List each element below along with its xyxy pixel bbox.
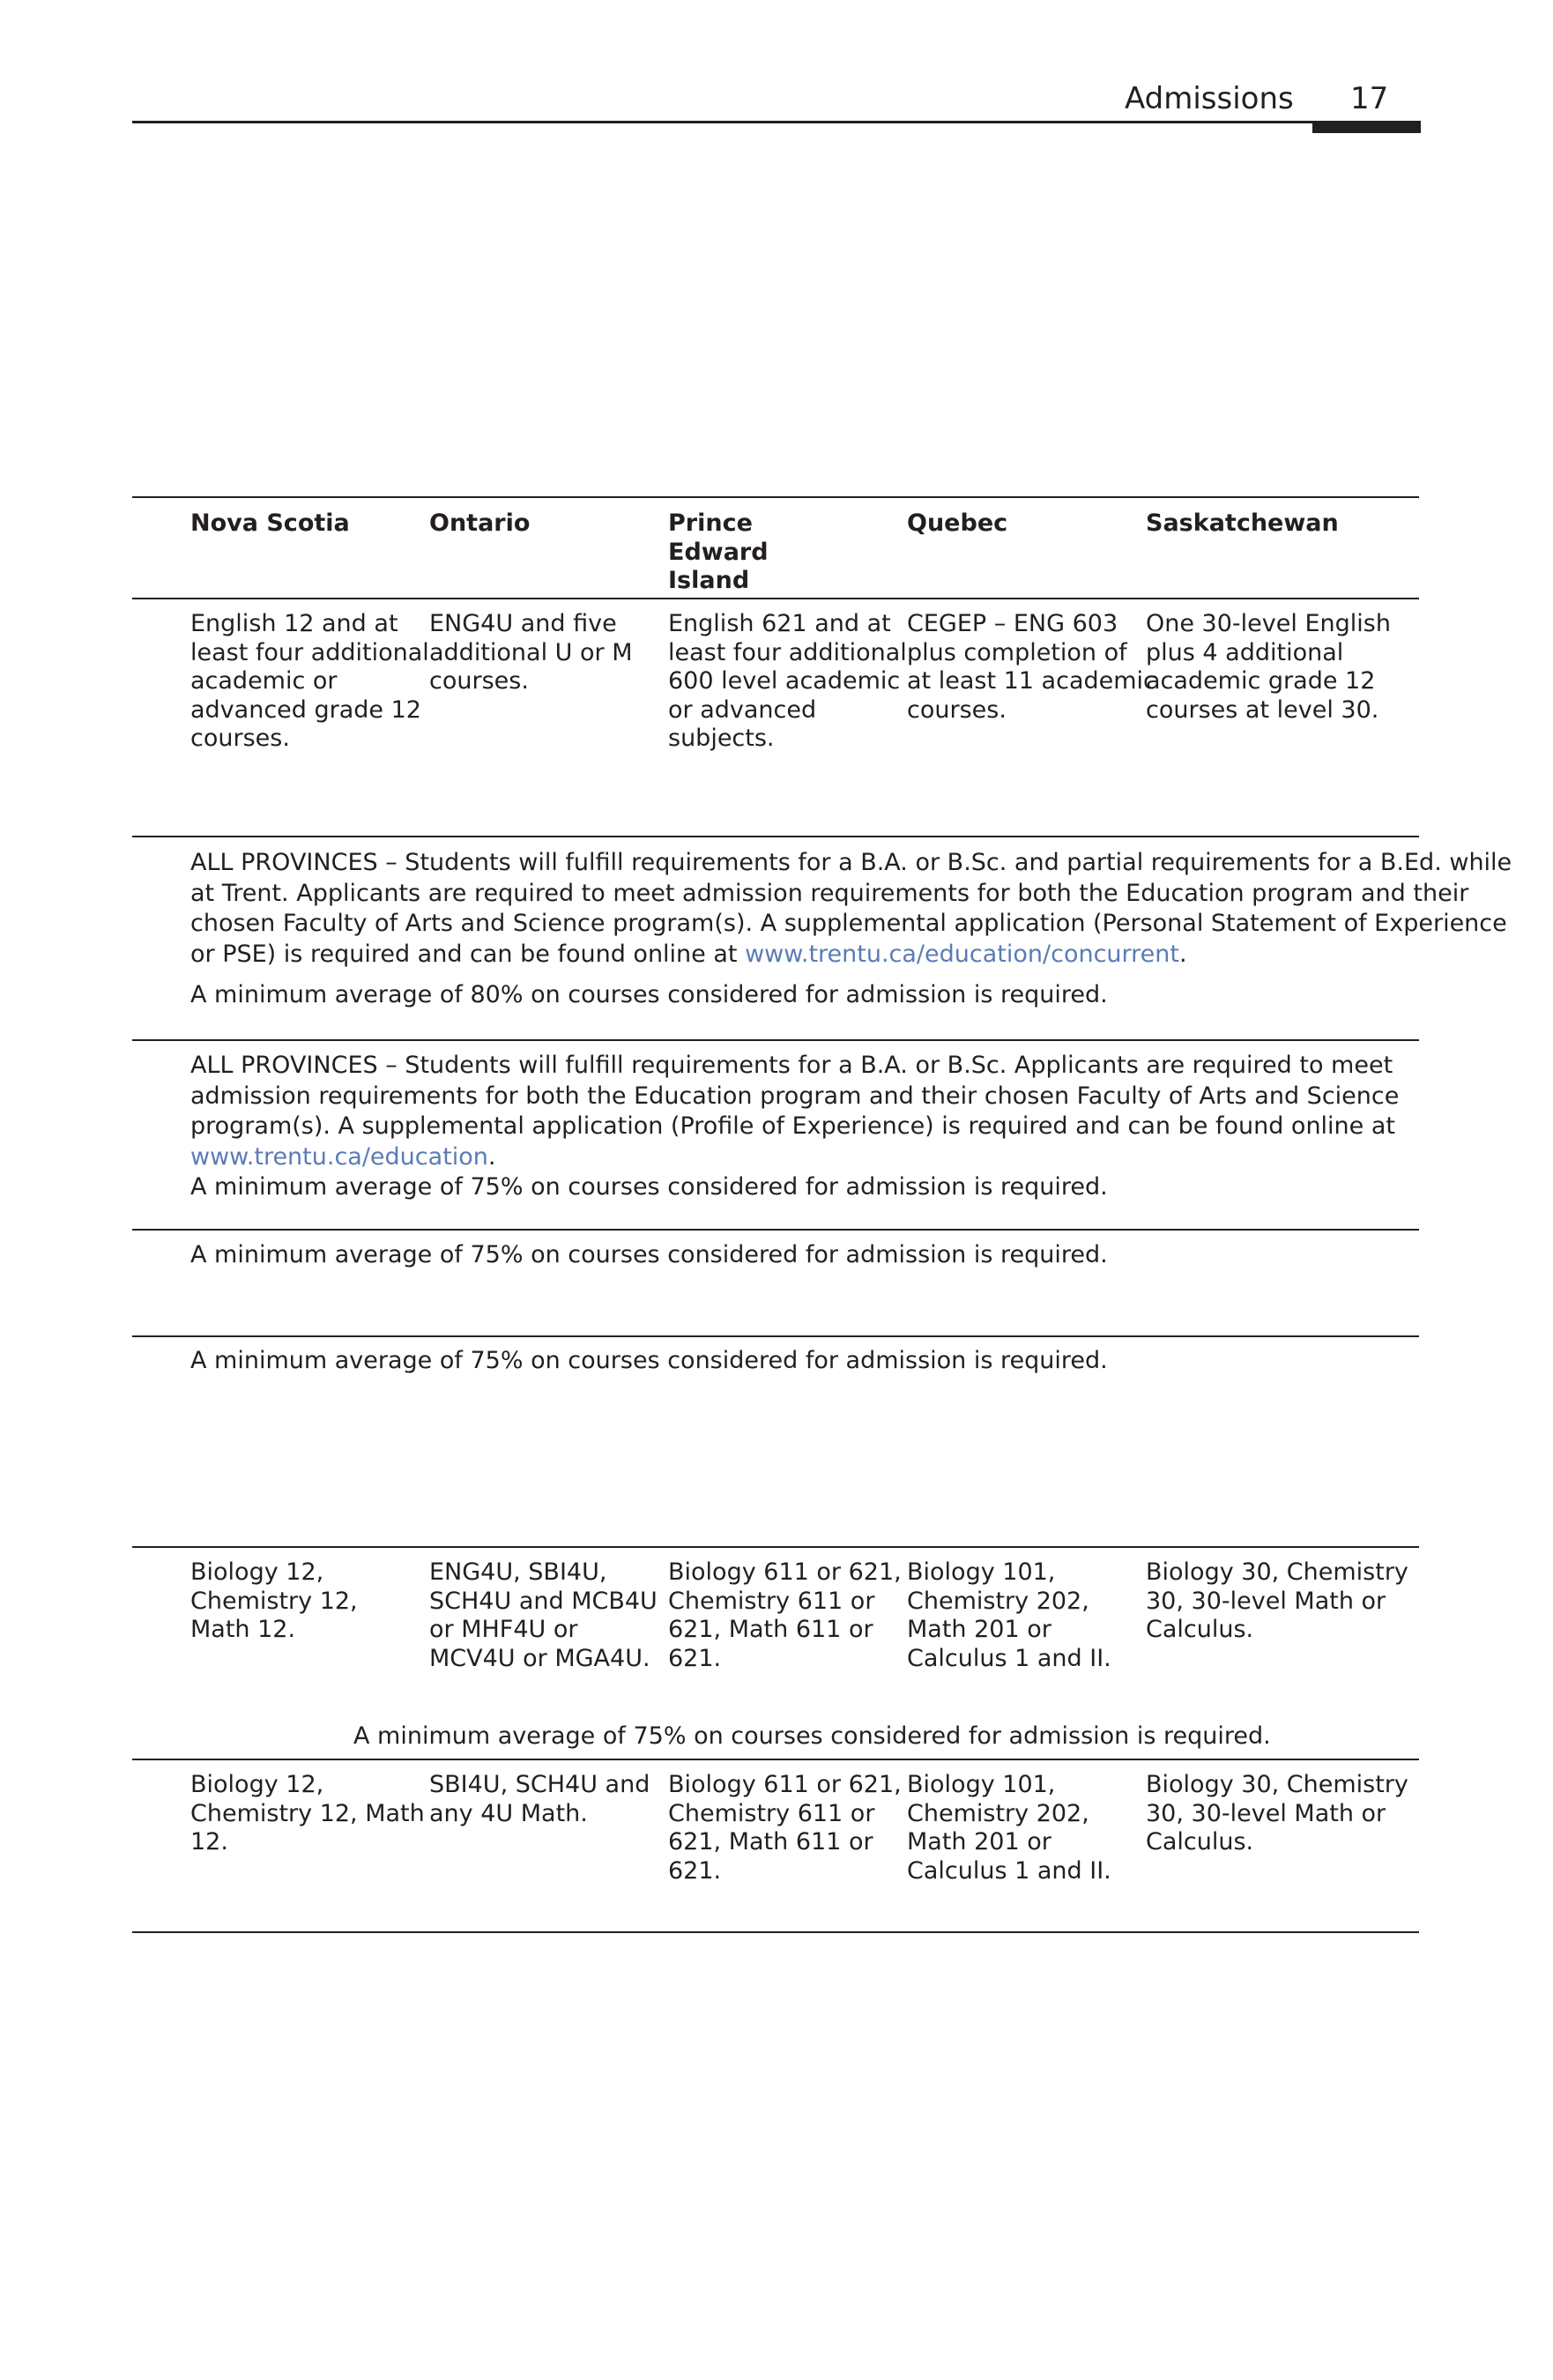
block4-average: A minimum average of 75% on courses considered for admission is required. [190,1347,1108,1374]
cell-line: academic or [190,667,338,695]
cell-line: ENG4U, SBI4U, [429,1558,607,1586]
cell-line: courses. [907,695,1007,724]
cell-line: plus 4 additional [1146,638,1344,666]
block2-top-rule [132,1039,1419,1041]
header-rule [132,121,1421,123]
cell-line: courses. [429,667,529,695]
block1-average: A minimum average of 80% on courses considered for admission is required. [190,981,1108,1008]
cell-line: Biology 611 or 621, [668,1558,902,1586]
table-bottom-rule [132,1931,1419,1933]
cell-line: Chemistry 611 or [668,1799,875,1827]
cell-line: 621. [668,1856,722,1885]
block2-line: admission requirements for both the Education program and their chosen Faculty of Arts and Science [190,1082,1400,1110]
cell-line: 621, Math 611 or [668,1616,873,1643]
page-number: 17 [1350,81,1389,116]
cell-line: or MHF4U or [429,1616,578,1643]
block1-line: ALL PROVINCES – Students will fulfill requirements for a B.A. or B.Sc. and partial requirements for a B.Ed. while [190,849,1512,876]
cell-line: MCV4U or MGA4U. [429,1644,650,1672]
column-header-prince-edward-island: Prince Edward Island [668,509,769,594]
cell-line: 621, Math 611 or [668,1828,873,1856]
cell-line: or advanced [668,695,817,724]
cell-line: One 30-level English [1146,610,1391,637]
cell-line: 30, 30-level Math or [1146,1799,1386,1827]
cell-line: Chemistry 202, [907,1799,1089,1827]
science1-cell-pei [668,1558,902,1673]
cell-line: Biology 12, [190,1558,324,1586]
science-row2-top-rule [132,1759,1419,1760]
cell-line: CEGEP – ENG 603 [907,610,1118,637]
science-average: A minimum average of 75% on courses considered for admission is required. [353,1722,1271,1750]
science1-cell-saskatchewan [1146,1558,1408,1645]
block2-line: ALL PROVINCES – Students will fulfill requirements for a B.A. or B.Sc. Applicants are required to meet [190,1052,1393,1079]
block3-top-rule [132,1229,1419,1231]
cell-line: Chemistry 202, [907,1587,1089,1615]
cell-line: least four additional [668,638,907,666]
science2-cell-ontario [429,1771,650,1828]
science1-cell-nova-scotia [190,1558,358,1645]
science-row1-top-rule [132,1546,1419,1548]
cell-line: at least 11 academic [907,667,1156,695]
cell-line: Biology 101, [907,1558,1056,1586]
cell-line: plus completion of [907,638,1127,666]
column-header-ontario: Ontario [429,509,531,537]
block2-average: A minimum average of 75% on courses considered for admission is required. [190,1173,1108,1201]
cell-line: ENG4U and five [429,610,617,637]
block1-text [190,848,1512,970]
cell-line: Biology 611 or 621, [668,1771,902,1798]
cell-line: English 12 and at [190,610,398,637]
column-header-quebec: Quebec [907,509,1008,537]
science2-cell-nova-scotia [190,1771,425,1857]
table-top-rule [132,496,1419,498]
cell-line: least four additional [190,638,429,666]
block1-line: at Trent. Applicants are required to meet admission requirements for both the Education program and their [190,879,1469,907]
cell-line: academic grade 12 [1146,667,1376,695]
header-bottom-rule [132,598,1419,599]
english-cell-pei [668,610,907,754]
cell-line: 12. [190,1828,228,1856]
cell-line: Biology 30, Chemistry [1146,1558,1408,1586]
cell-line: Calculus 1 and II. [907,1856,1111,1885]
block1-line-4 [190,940,1419,971]
block2-line: program(s). A supplemental application (Profile of Experience) is required and can be found online at [190,1112,1395,1140]
cell-line: SBI4U, SCH4U and [429,1771,650,1798]
english-cell-quebec [907,610,1156,725]
science1-cell-quebec [907,1558,1111,1673]
cell-line: subjects. [668,725,775,752]
concurrent-education-link[interactable]: www.trentu.ca/education/concurrent [745,940,1179,968]
cell-line: Math 201 or [907,1828,1051,1856]
block2-link-period: . [487,1142,496,1171]
cell-line: 600 level academic [668,667,901,695]
block1-top-rule [132,836,1419,837]
education-link[interactable]: www.trentu.ca/education [190,1142,488,1171]
cell-line: Math 12. [190,1616,296,1643]
cell-line: Calculus. [1146,1828,1254,1856]
cell-line: English 621 and at [668,610,891,637]
cell-line: courses. [190,725,290,752]
science2-cell-saskatchewan [1146,1771,1408,1857]
block1-line4-period: . [1178,940,1187,968]
header-tab-bar [1312,123,1421,133]
cell-line: Chemistry 611 or [668,1587,875,1615]
english-cell-saskatchewan [1146,610,1391,725]
cell-line: additional U or M [429,638,633,666]
block1-line4-text: or PSE) is required and can be found online at [190,940,746,968]
cell-line: courses at level 30. [1146,695,1379,724]
cell-line: 30, 30-level Math or [1146,1587,1386,1615]
cell-line: advanced grade 12 [190,695,421,724]
block4-top-rule [132,1335,1419,1337]
cell-line: Biology 12, [190,1771,324,1798]
column-header-saskatchewan: Saskatchewan [1146,509,1339,537]
cell-line: Calculus. [1146,1616,1254,1643]
block2-line-4 [190,1142,1419,1173]
cell-line: 621. [668,1644,722,1672]
science1-cell-ontario [429,1558,658,1673]
english-cell-nova-scotia [190,610,429,754]
cell-line: any 4U Math. [429,1799,588,1827]
cell-line: Chemistry 12, [190,1587,358,1615]
running-header-title: Admissions [1125,81,1294,116]
block2-text [190,1051,1419,1203]
cell-line: Chemistry 12, Math [190,1799,425,1827]
cell-line: SCH4U and MCB4U [429,1587,658,1615]
block3-average: A minimum average of 75% on courses considered for admission is required. [190,1241,1108,1268]
english-cell-ontario [429,610,633,696]
science2-cell-quebec [907,1771,1111,1885]
cell-line: Biology 30, Chemistry [1146,1771,1408,1798]
science2-cell-pei [668,1771,902,1885]
cell-line: Calculus 1 and II. [907,1644,1111,1672]
cell-line: Biology 101, [907,1771,1056,1798]
cell-line: Math 201 or [907,1616,1051,1643]
block1-line: chosen Faculty of Arts and Science program(s). A supplemental application (Personal Statement of Experience [190,910,1507,937]
column-header-nova-scotia: Nova Scotia [190,509,350,537]
